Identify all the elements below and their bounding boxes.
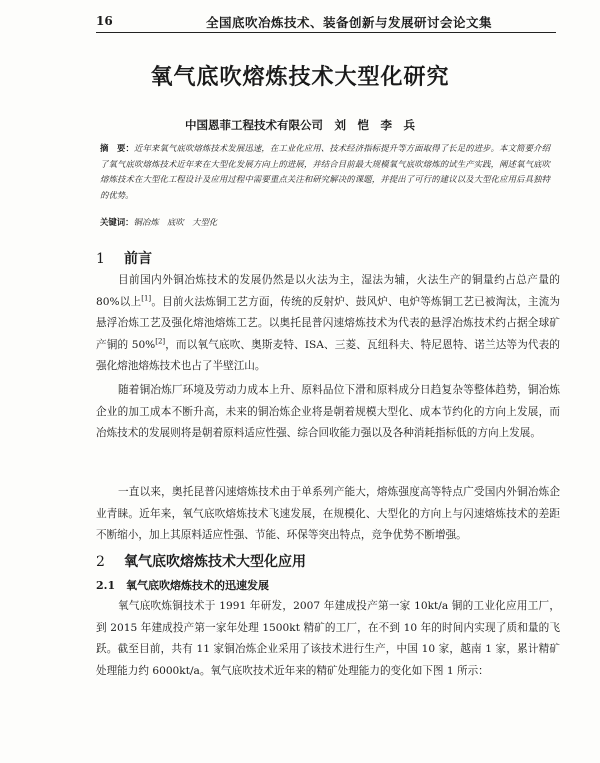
abstract-label: 摘 要：	[100, 143, 134, 153]
paragraph: 氧气底吹炼铜技术于 1991 年研发，2007 年建成投产第一家 10kt/a 铜的工业化应用工厂，到 2015 年建成投产第一家年处理 1500kt 精矿的工厂，在不到 10 年的时间内实现了质和量的飞跃。截至目前，共有 11 家铜冶炼企业采用了该技术进行生产，中国 10 家，越南 1 家，累计精矿处理能力约 6000kt/a。氧气底吹技术近年来的精矿处理能力的变化如下图 1 所示：	[96, 600, 560, 677]
running-header-title: 全国底吹冶炼技术、装备创新与发展研讨会论文集	[206, 15, 493, 30]
section-2-heading	[96, 551, 306, 571]
paper-title: 氧气底吹熔炼技术大型化研究	[150, 64, 450, 90]
section-number: 1	[96, 251, 105, 267]
section-title: 氧气底吹熔炼技术大型化应用	[124, 554, 306, 570]
abstract	[100, 141, 550, 203]
abstract-text: 近年来氧气底吹熔炼技术发展迅速，在工业化应用、技术经济指标提升等方面取得了长足的进步。本文简要介绍了氧气底吹熔炼技术近年来在大型化发展方向上的进展，并结合目前最大规模氧气底吹熔炼的试生产实践，阐述氧气底吹熔炼技术在大型化工程设计及应用过程中需要重点关注和研究解决的课题，并提出了可行的建议以及大型化应用后具独特的优势。	[100, 143, 551, 200]
paragraph: 一直以来，奥托昆普闪速熔炼技术由于单系列产能大，熔炼强度高等特点广受国内外铜冶炼企业青睐。近年来，氧气底吹熔炼技术飞速发展，在规模化、大型化的方向上与闪速熔炼技术的差距不断缩小，加上其原料适应性强、节能、环保等突出特点，竞争优势不断增强。	[96, 486, 560, 542]
citation: [1]	[141, 294, 152, 303]
header-rule	[96, 32, 556, 33]
paragraph: 随着铜冶炼厂环境及劳动力成本上升、原料品位下滑和原料成分日趋复杂等整体趋势，铜冶炼企业的加工成本不断升高，未来的铜冶炼企业将是朝着规模大型化、成本节约化的方向上发展，而冶炼技术的发展则将是朝着原料适应性强、综合回收能力强以及各种消耗指标低的方向上发展。	[96, 384, 560, 440]
subsection-number: 2.1	[96, 579, 116, 592]
section-title: 前言	[124, 251, 152, 267]
subsection-2-1-heading	[96, 577, 269, 593]
page-number: 16	[96, 14, 113, 28]
section-1-heading	[96, 248, 152, 268]
keywords-text: 铜冶炼 底吹 大型化	[133, 217, 218, 227]
section-number: 2	[96, 554, 105, 570]
keywords	[100, 216, 550, 228]
paragraph: 目前国内外铜冶炼技术的发展仍然是以火法为主，湿法为辅，火法生产的铜量约占总产量的 80%以上[1]。目前火法炼铜工艺方面，传统的反射炉、鼓风炉、电炉等炼铜工艺已被淘汰，主流为悬浮冶炼工艺及强化熔池熔炼工艺。以奥托昆普闪速熔炼技术为代表的悬浮冶炼技术约占据全球矿产铜的 50%[2]，而以氧气底吹、奥斯麦特、ISA、三菱、瓦纽科夫、特尼恩特、诺兰达等为代表的强化熔池熔炼技术也占了半壁江山。	[96, 274, 561, 373]
citation: [2]	[155, 337, 166, 346]
author-line: 中国恩菲工程技术有限公司 刘 恺 李 兵	[185, 118, 415, 132]
keywords-label: 关键词：	[100, 217, 134, 227]
subsection-title: 氧气底吹熔炼技术的迅速发展	[126, 579, 269, 592]
running-header	[96, 10, 556, 32]
